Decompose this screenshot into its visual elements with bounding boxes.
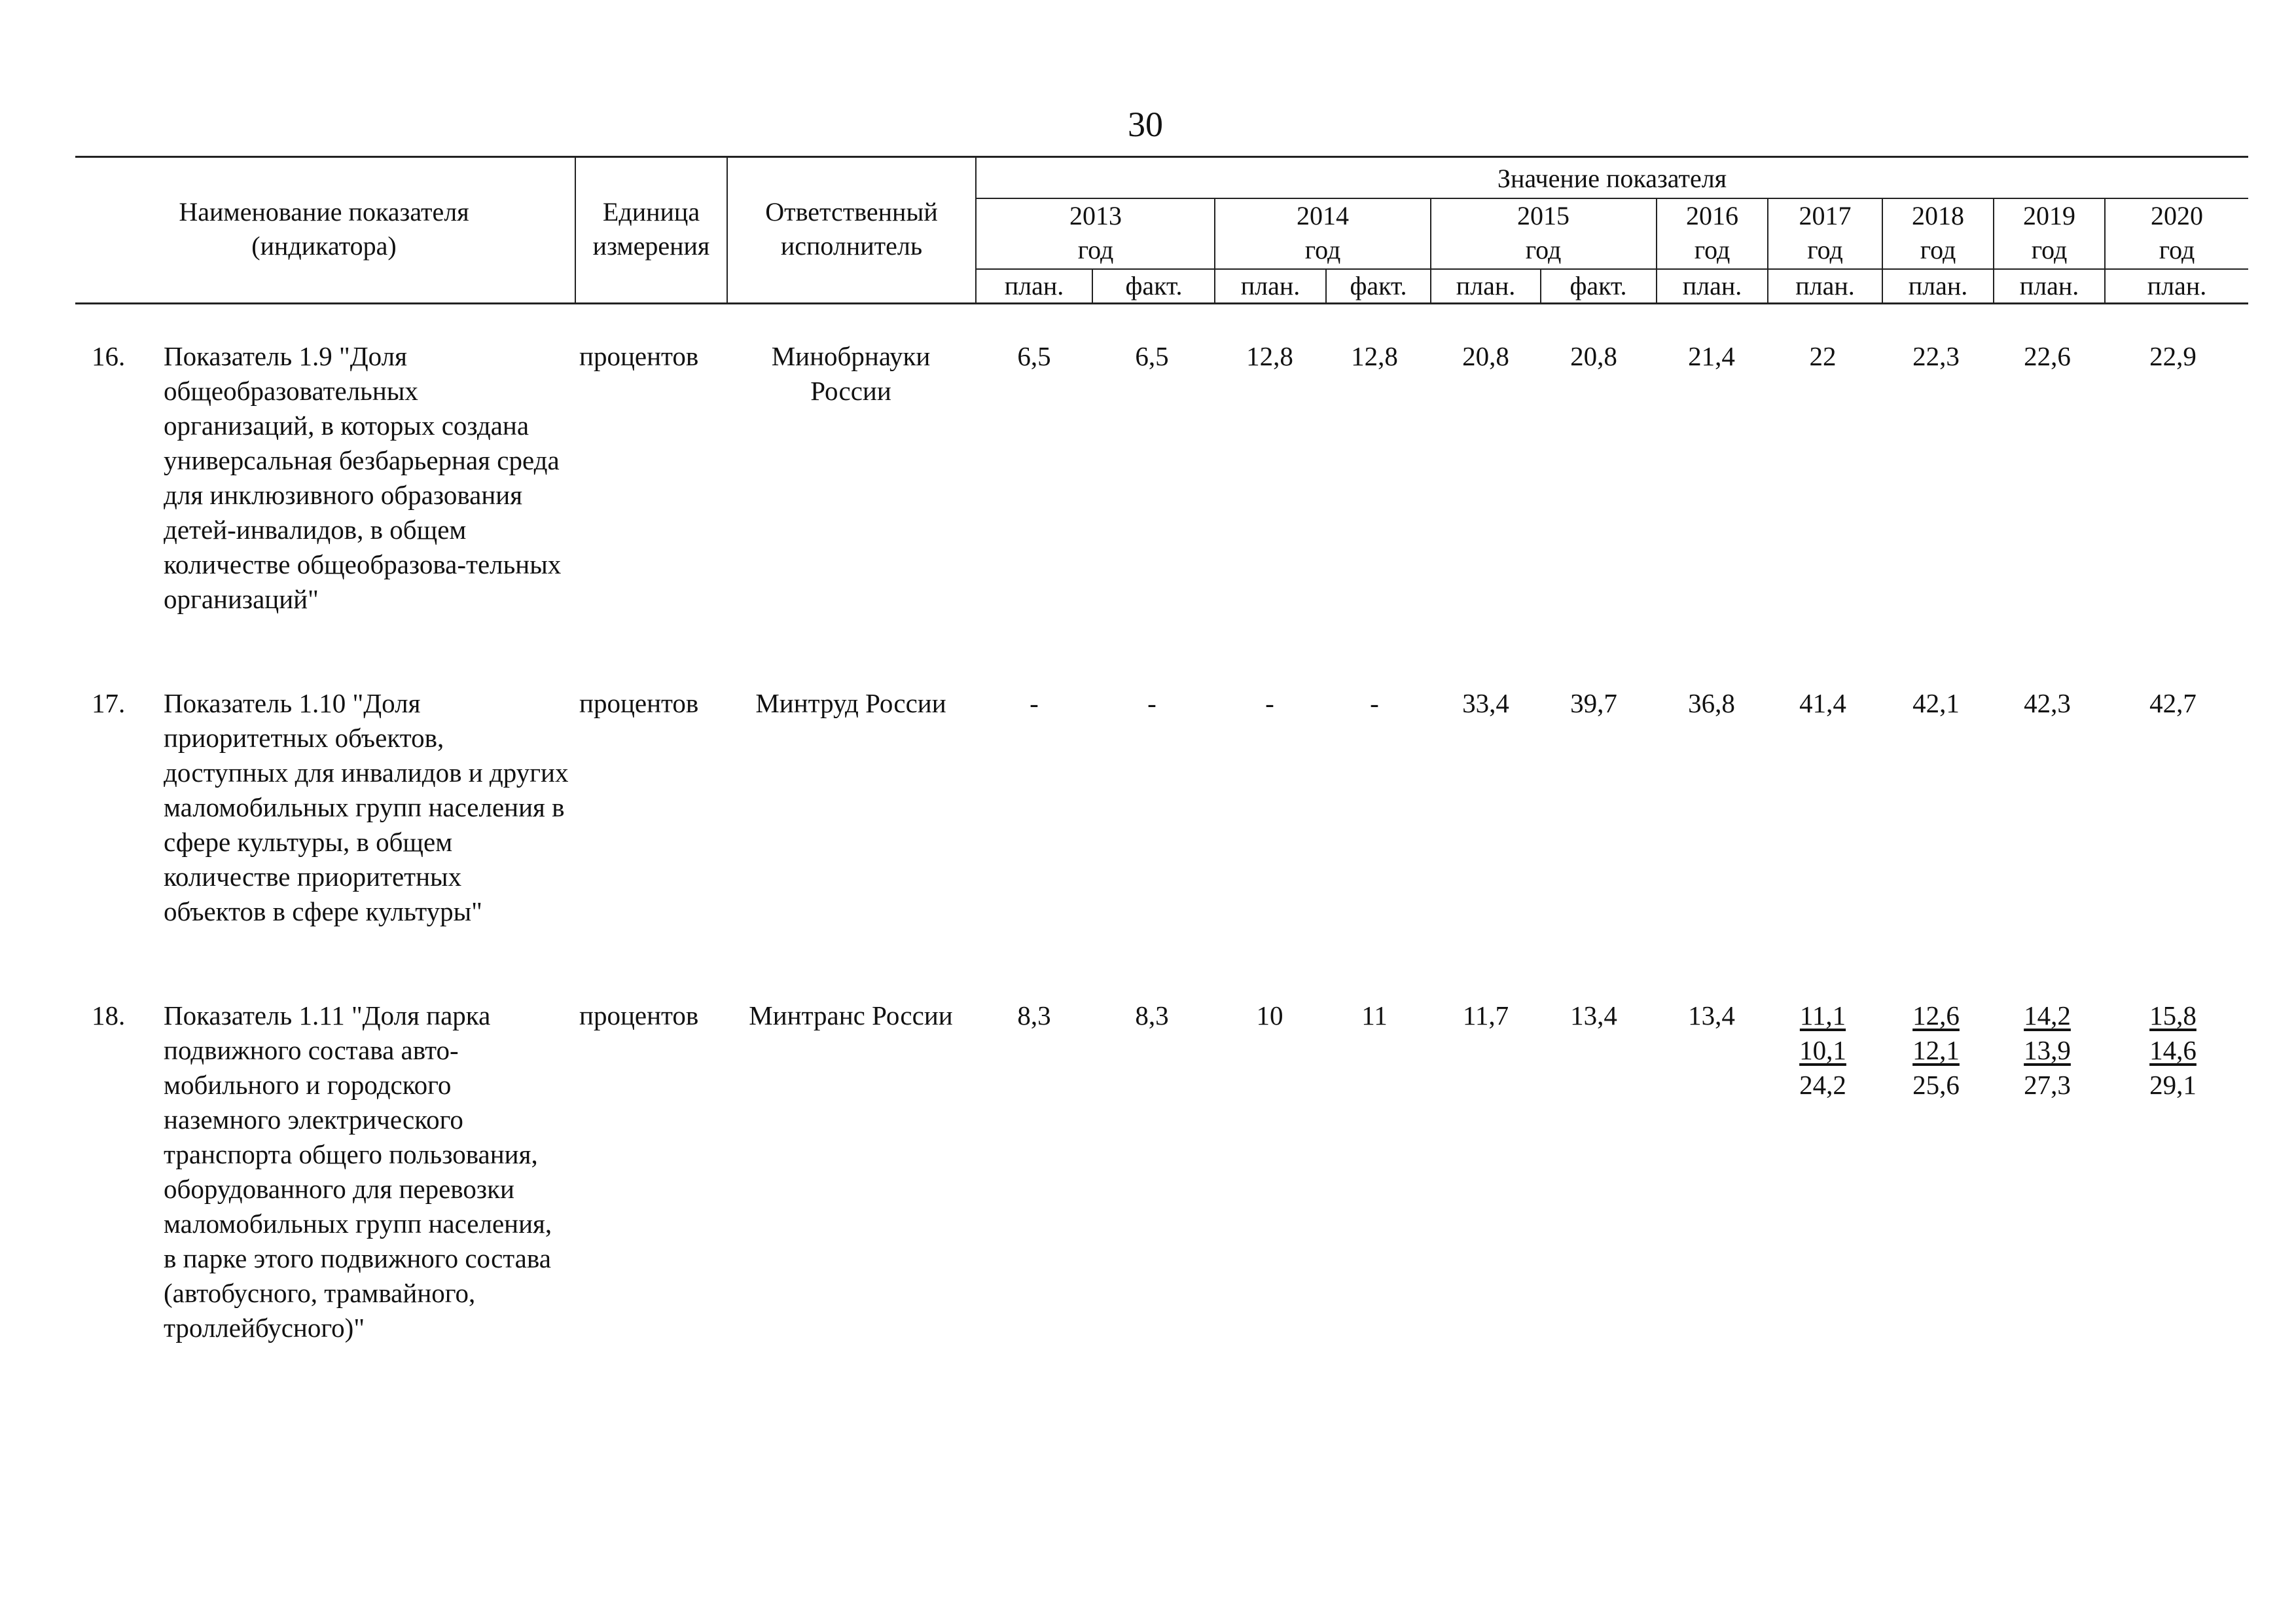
- value-2013-fact: 6,5: [1135, 341, 1169, 371]
- unit-cell: процентов: [579, 1000, 699, 1030]
- value-2020-plan: 22,9: [2149, 341, 2197, 371]
- subheader-fact: факт.: [1570, 271, 1627, 301]
- header-year-2013: [978, 198, 1213, 268]
- stack-bottom-value: 25,6: [1912, 1070, 1960, 1100]
- subheader-plan: план.: [1908, 271, 1968, 301]
- col-divider: [1656, 198, 1657, 304]
- subheader-plan: план.: [1004, 271, 1064, 301]
- value-2014-fact: -: [1370, 688, 1379, 718]
- col-divider: [575, 157, 576, 304]
- subheader-fact: факт.: [1125, 271, 1183, 301]
- value-2017-plan: 22: [1809, 341, 1837, 371]
- value-2015-plan: 33,4: [1462, 688, 1509, 718]
- row-number: 16.: [92, 341, 126, 371]
- row-number: 17.: [92, 688, 126, 718]
- stack-bottom-value: 27,3: [2024, 1070, 2071, 1100]
- value-2018-plan: 22,3: [1912, 341, 1960, 371]
- year-label: 2015: [1517, 201, 1570, 230]
- year-unit: год: [2031, 235, 2068, 264]
- stack-bottom-value: 24,2: [1799, 1070, 1846, 1100]
- subcol-divider: [1325, 268, 1327, 304]
- stack-top-value: 14,2: [2024, 1000, 2071, 1030]
- value-2016-plan: 36,8: [1688, 688, 1735, 718]
- value-2014-fact: 11: [1361, 1000, 1388, 1030]
- year-label: 2013: [1069, 201, 1122, 230]
- header-year-2014: [1216, 198, 1429, 268]
- year-unit: год: [1807, 235, 1843, 264]
- value-2018-plan: 42,1: [1912, 688, 1960, 718]
- header-indicator-name: Наименование показателя (индикатора): [179, 197, 469, 261]
- executor-cell: Минобрнауки России: [771, 341, 931, 406]
- col-divider: [2104, 198, 2106, 304]
- col-divider: [1430, 198, 1431, 304]
- stack-mid-value: 10,1: [1799, 1035, 1846, 1065]
- indicator-name: Показатель 1.10 "Доля приоритетных объектов, доступных для инвалидов и других маломобильных групп населения в сфере культуры, в общем количестве приоритетных объектов в сфере культуры": [164, 688, 569, 926]
- year-unit: год: [1304, 235, 1341, 264]
- value-2014-fact: 12,8: [1351, 341, 1398, 371]
- value-2013-plan: 6,5: [1017, 341, 1051, 371]
- row-number: 18.: [92, 1000, 126, 1030]
- subheader-plan: план.: [2019, 271, 2079, 301]
- header-values: Значение показателя: [1497, 164, 1727, 193]
- subheader-plan: план.: [2147, 271, 2207, 301]
- stack-top-value: 11,1: [1799, 1000, 1846, 1030]
- year-label: 2016: [1686, 201, 1738, 230]
- value-2019-plan: 42,3: [2024, 688, 2071, 718]
- executor-cell: Минтранс России: [749, 1000, 953, 1030]
- header-year-2017: [1769, 198, 1881, 268]
- unit-cell: процентов: [579, 688, 699, 718]
- value-2014-plan: 12,8: [1246, 341, 1293, 371]
- subheader-plan: план.: [1456, 271, 1516, 301]
- year-label: 2018: [1912, 201, 1964, 230]
- year-unit: год: [1920, 235, 1956, 264]
- value-2014-plan: 10: [1256, 1000, 1283, 1030]
- year-label: 2020: [2151, 201, 2203, 230]
- value-2015-plan: 11,7: [1462, 1000, 1509, 1030]
- indicator-name: Показатель 1.9 "Доля общеобразовательных организаций, в которых создана универсальная безбарьерная среда для инклюзивного образования детей-инвалидов, в общем количестве общеобразова-тельных организаций": [164, 341, 562, 614]
- value-2019-plan-stack: [1995, 998, 2100, 1103]
- header-year-2019: [1995, 198, 2104, 268]
- subheader-plan: план.: [1682, 271, 1742, 301]
- table-top-rule: [75, 156, 2248, 158]
- value-2015-fact: 39,7: [1570, 688, 1617, 718]
- value-2015-fact: 20,8: [1570, 341, 1617, 371]
- page-number: 30: [1128, 105, 1163, 144]
- subcol-divider: [1540, 268, 1541, 304]
- header-year-2016: [1658, 198, 1767, 268]
- subheader-plan: план.: [1795, 271, 1855, 301]
- value-2016-plan: 13,4: [1688, 1000, 1735, 1030]
- value-2015-plan: 20,8: [1462, 341, 1509, 371]
- executor-cell: Минтруд России: [755, 688, 946, 718]
- value-2013-plan: 8,3: [1017, 1000, 1051, 1030]
- value-2019-plan: 22,6: [2024, 341, 2071, 371]
- year-label: 2014: [1297, 201, 1349, 230]
- year-label: 2019: [2023, 201, 2075, 230]
- stack-top-value: 12,6: [1912, 1000, 1960, 1030]
- value-2018-plan-stack: [1884, 998, 1988, 1103]
- col-divider: [975, 157, 977, 304]
- value-2016-plan: 21,4: [1688, 341, 1735, 371]
- year-unit: год: [1077, 235, 1114, 264]
- header-year-2018: [1884, 198, 1992, 268]
- value-2020-plan-stack: [2121, 998, 2225, 1103]
- header-executor: Ответственный исполнитель: [765, 197, 938, 261]
- stack-mid-value: 14,6: [2149, 1035, 2197, 1065]
- header-year-2015: [1432, 198, 1655, 268]
- stack-mid-value: 12,1: [1912, 1035, 1960, 1065]
- col-divider: [1767, 198, 1768, 304]
- value-2013-fact: -: [1147, 688, 1157, 718]
- year-unit: год: [2159, 235, 2195, 264]
- col-divider: [726, 157, 728, 304]
- unit-cell: процентов: [579, 341, 699, 371]
- value-2015-fact: 13,4: [1570, 1000, 1617, 1030]
- indicator-name: Показатель 1.11 "Доля парка подвижного состава авто-мобильного и городского наземного электрического транспорта общего пользования, оборудованного для перевозки маломобильных групп населения, в парке этого подвижного состава (автобусного, трамвайного, троллейбусного)": [164, 1000, 552, 1343]
- table-header-bottom-rule: [75, 302, 2248, 304]
- value-2013-plan: -: [1030, 688, 1039, 718]
- subheader-fact: факт.: [1350, 271, 1407, 301]
- col-divider: [1882, 198, 1883, 304]
- value-2017-plan-stack: [1770, 998, 1875, 1103]
- stack-bottom-value: 29,1: [2149, 1070, 2197, 1100]
- subcol-divider: [1092, 268, 1093, 304]
- year-unit: год: [1525, 235, 1562, 264]
- value-2013-fact: 8,3: [1135, 1000, 1169, 1030]
- col-divider: [1993, 198, 1994, 304]
- value-2017-plan: 41,4: [1799, 688, 1846, 718]
- col-divider: [1214, 198, 1215, 304]
- value-2020-plan: 42,7: [2149, 688, 2197, 718]
- year-label: 2017: [1799, 201, 1852, 230]
- stack-mid-value: 13,9: [2024, 1035, 2071, 1065]
- stack-top-value: 15,8: [2149, 1000, 2197, 1030]
- value-2014-plan: -: [1265, 688, 1274, 718]
- subheader-plan: план.: [1240, 271, 1300, 301]
- header-year-2020: [2106, 198, 2248, 268]
- year-unit: год: [1694, 235, 1731, 264]
- header-unit: Единица измерения: [592, 197, 710, 261]
